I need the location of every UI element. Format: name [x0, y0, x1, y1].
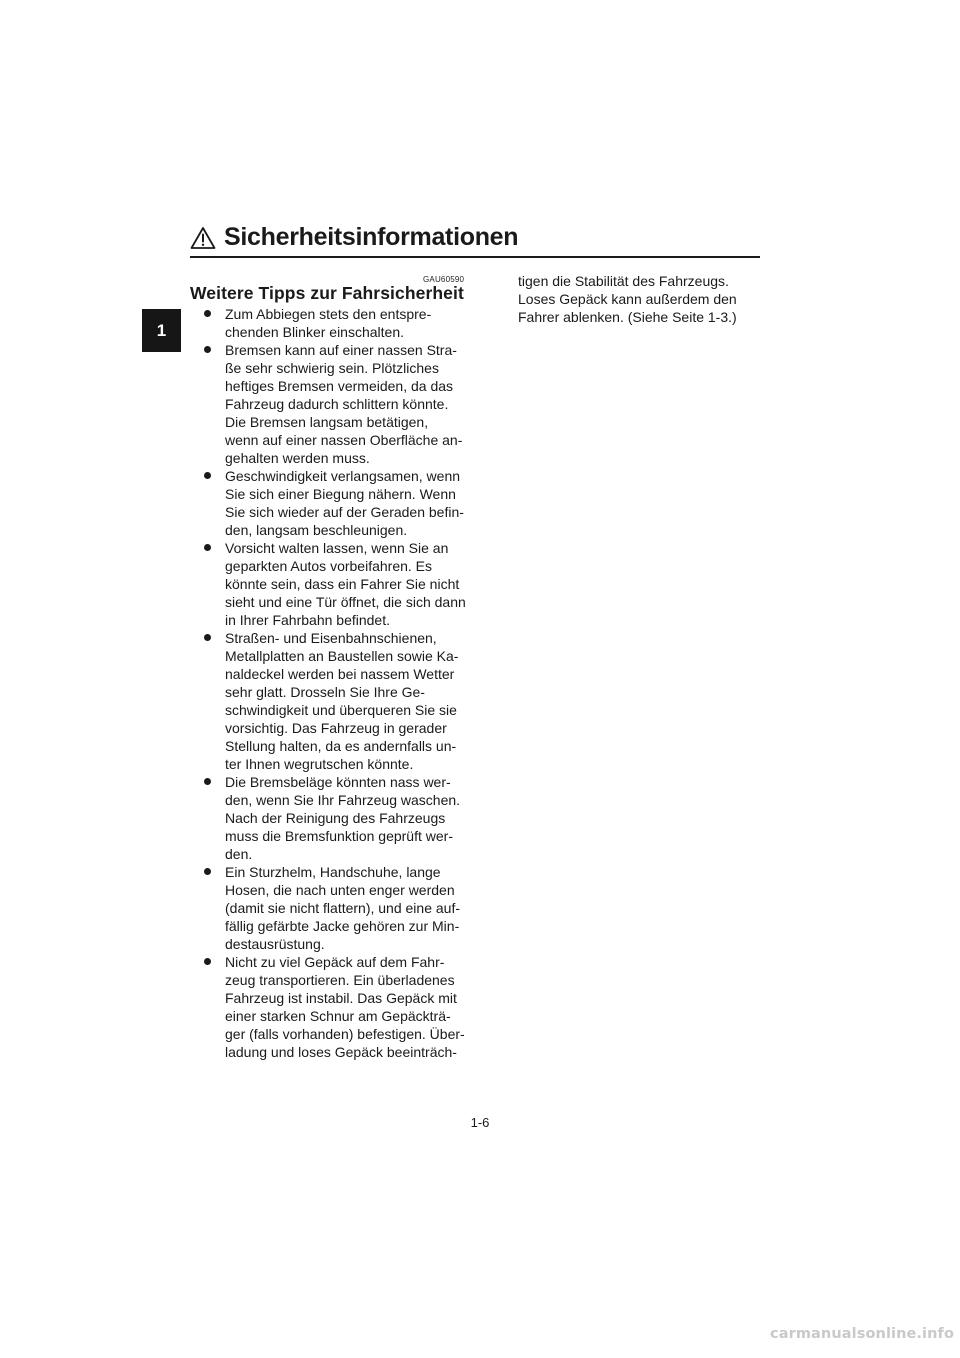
bullet-dot-icon [204, 958, 211, 965]
bullet-line: Die Bremsbeläge könnten nass wer- [225, 774, 451, 790]
bullet-dot-icon [204, 310, 211, 317]
bullet-line: chenden Blinker einschalten. [225, 324, 405, 340]
section-heading: Weitere Tipps zur Fahrsicherheit [190, 283, 464, 303]
bullet-dot-icon [204, 472, 211, 479]
bullet-item [190, 953, 475, 1061]
bullet-line: Ein Sturzhelm, Handschuhe, lange [225, 864, 441, 880]
bullet-line: ße sehr schwierig sein. Plötzliches [225, 360, 439, 376]
bullet-line: vorsichtig. Das Fahrzeug in gerader [225, 720, 447, 736]
bullet-line: (damit sie nicht flattern), und eine auf- [225, 900, 461, 916]
bullet-line: sieht und eine Tür öffnet, die sich dann [225, 594, 466, 610]
bullet-line: Die Bremsen langsam betätigen, [225, 414, 429, 430]
bullet-line: sehr glatt. Drosseln Sie Ihre Ge- [225, 684, 425, 700]
bullet-line: geparkten Autos vorbeifahren. Es [225, 558, 433, 574]
bullet-dot-icon [204, 778, 211, 785]
bullet-line: Bremsen kann auf einer nassen Stra- [225, 342, 457, 358]
bullet-line: Vorsicht walten lassen, wenn Sie an [225, 540, 449, 556]
bullet-line: naldeckel werden bei nassem Wetter [225, 666, 455, 682]
bullet-line: ger (falls vorhanden) befestigen. Über- [225, 1026, 465, 1042]
continuation-line: Loses Gepäck kann außerdem den [518, 291, 737, 307]
bullet-item [190, 629, 475, 773]
bullet-line: wenn auf einer nassen Oberfläche an- [225, 432, 463, 448]
continuation-line: tigen die Stabilität des Fahrzeugs. [518, 273, 729, 289]
bullet-line: Metallplatten an Baustellen sowie Ka- [225, 648, 459, 664]
bullet-line: Stellung halten, da es andernfalls un- [225, 738, 457, 754]
bullet-line: muss die Bremsfunktion geprüft wer- [225, 828, 453, 844]
bullet-item [190, 773, 475, 863]
bullet-item [190, 305, 475, 341]
bullet-dot-icon [204, 868, 211, 875]
bullet-item [190, 863, 475, 953]
bullet-line: Hosen, die nach unten enger werden [225, 882, 455, 898]
section-code: GAU60590 [423, 275, 465, 284]
bullet-dot-icon [204, 544, 211, 551]
bullet-item [190, 341, 475, 467]
bullet-line: den, langsam beschleunigen. [225, 522, 408, 538]
bullet-line: ter Ihnen wegrutschen könnte. [225, 756, 414, 772]
bullet-line: zeug transportieren. Ein überladenes [225, 972, 455, 988]
bullet-dot-icon [204, 634, 211, 641]
bullet-line: fällig gefärbte Jacke gehören zur Min- [225, 918, 460, 934]
bullet-dot-icon [204, 346, 211, 353]
bullet-line: in Ihrer Fahrbahn befindet. [225, 612, 390, 628]
bullet-line: den. [225, 846, 253, 862]
page-number: 1-6 [470, 1115, 490, 1130]
bullet-item [190, 467, 475, 539]
bullet-line: Nach der Reinigung des Fahrzeugs [225, 810, 446, 826]
bullet-line: den, wenn Sie Ihr Fahrzeug waschen. [225, 792, 461, 808]
watermark: carmanualsonline.info [770, 1326, 955, 1342]
bullet-line: Sie sich wieder auf der Geraden befin- [225, 504, 464, 520]
chapter-tab: 1 [142, 309, 181, 352]
warning-triangle-icon [190, 226, 216, 250]
continuation-text [518, 272, 768, 326]
bullet-line: gehalten werden muss. [225, 450, 370, 466]
bullet-line: schwindigkeit und überqueren Sie sie [225, 702, 457, 718]
bullet-line: Geschwindigkeit verlangsamen, wenn [225, 468, 461, 484]
header-title: Sicherheitsinformationen [224, 223, 519, 251]
bullet-line: Fahrzeug dadurch schlittern könnte. [225, 396, 449, 412]
bullet-line: Nicht zu viel Gepäck auf dem Fahr- [225, 954, 445, 970]
bullet-line: Zum Abbiegen stets den entspre- [225, 306, 432, 322]
bullet-line: einer starken Schnur am Gepäckträ- [225, 1008, 451, 1024]
bullet-line: destausrüstung. [225, 936, 325, 952]
bullet-line: ladung und loses Gepäck beeinträch- [225, 1044, 457, 1060]
bullet-line: könnte sein, dass ein Fahrer Sie nicht [225, 576, 460, 592]
bullet-list [190, 305, 475, 1061]
bullet-line: Sie sich einer Biegung nähern. Wenn [225, 486, 456, 502]
continuation-line: Fahrer ablenken. (Siehe Seite 1-3.) [518, 309, 737, 325]
bullet-line: Fahrzeug ist instabil. Das Gepäck mit [225, 990, 457, 1006]
bullet-line: Straßen- und Eisenbahnschienen, [225, 630, 437, 646]
page-header [190, 222, 760, 258]
bullet-line: heftiges Bremsen vermeiden, da das [225, 378, 454, 394]
bullet-item [190, 539, 475, 629]
